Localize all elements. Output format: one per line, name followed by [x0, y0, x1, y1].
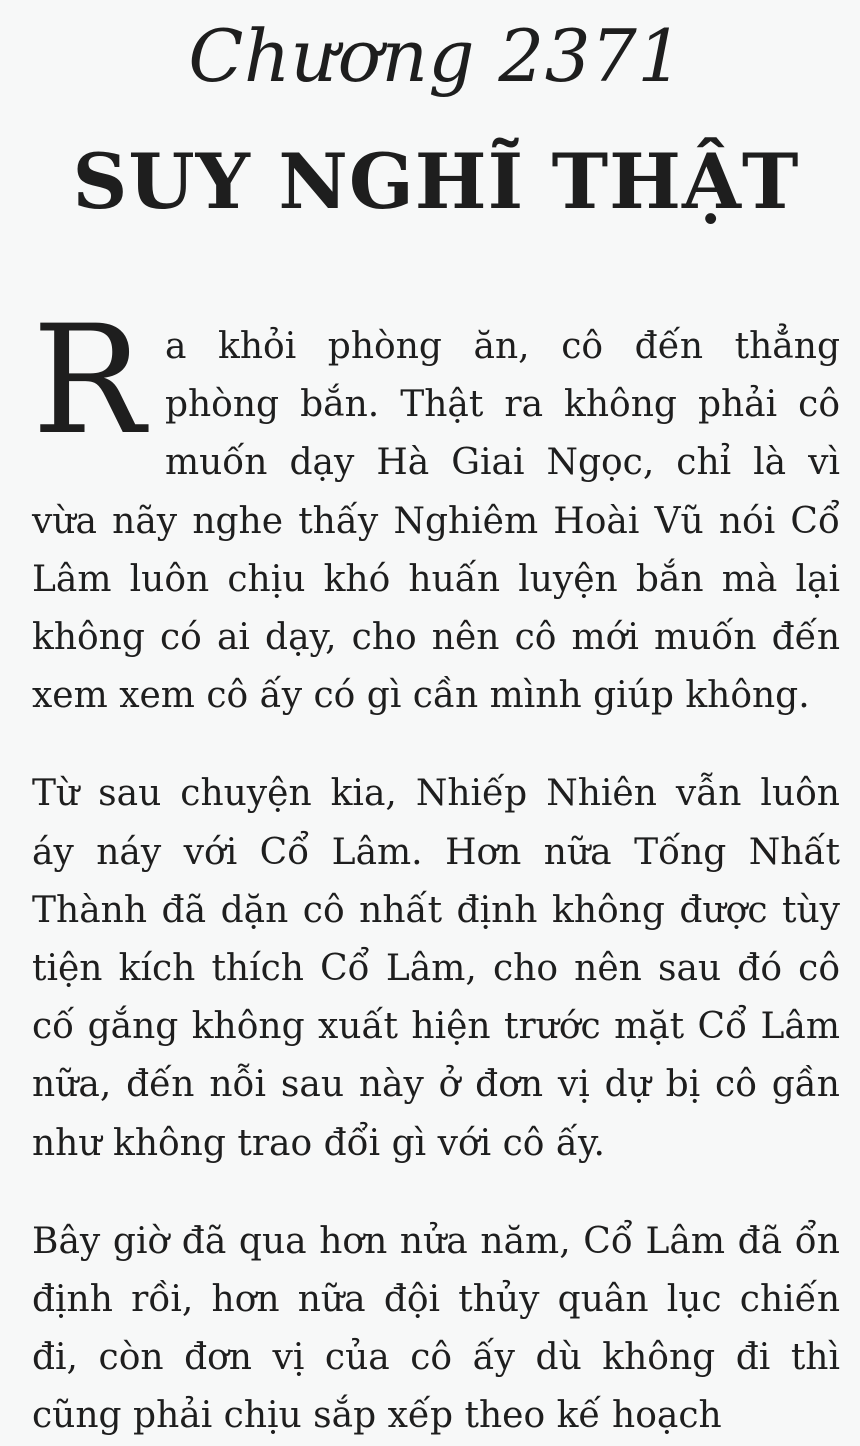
paragraph-2: Từ sau chuyện kia, Nhiếp Nhiên vẫn luôn áy náy với Cổ Lâm. Hơn nữa Tống Nhất Thành đã dặn cô nhất định không được tùy tiện kích thích Cổ Lâm, cho nên sau đó cô cố gắng không xuất hiện trước mặt Cổ Lâm nữa, đến nỗi sau này ở đơn vị dự bị cô gần như không trao đổi gì với cô ấy.	[32, 773, 840, 1164]
chapter-number: Chương 2371	[188, 14, 684, 98]
chapter-content	[32, 294, 840, 1446]
drop-cap: R	[32, 294, 145, 468]
chapter-title: SUY NGHĨ THẬT	[72, 137, 800, 226]
paragraph-3: Bây giờ đã qua hơn nửa năm, Cổ Lâm đã ổn định rồi, hơn nữa đội thủy quân lục chiến đi, còn đơn vị của cô ấy dù không đi thì cũng phải chịu sắp xếp theo kế hoạch	[32, 1220, 840, 1437]
paragraph-1	[32, 294, 840, 725]
paragraph-1-text: a khỏi phòng ăn, cô đến thẳng phòng bắn. Thật ra không phải cô muốn dạy Hà Giai Ngọc, chỉ là vì vừa nãy nghe thấy Nghiêm Hoài Vũ nói Cổ Lâm luôn chịu khó huấn luyện bắn mà lại không có ai dạy, cho nên cô mới muốn đến xem xem cô ấy có gì cần mình giúp không.	[32, 326, 840, 717]
